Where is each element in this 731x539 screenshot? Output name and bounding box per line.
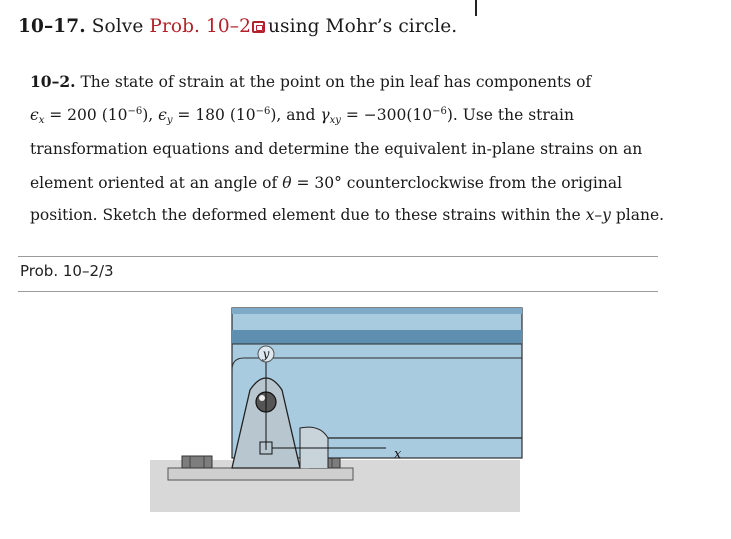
exercise-text-after: using Mohr’s circle. <box>267 16 458 37</box>
epsilon-y-symbol: ϵ <box>158 106 167 124</box>
xy-plane-label: x–y <box>585 206 611 224</box>
epsilon-y-value: = 180 (10 <box>177 106 256 124</box>
exponent: −6 <box>432 106 447 117</box>
exercise-number: 10–17. <box>18 16 86 37</box>
base-plate <box>168 468 353 480</box>
and-text: ), and <box>270 106 316 124</box>
gamma-sub: xy <box>329 115 341 126</box>
problem-number: 10–2. <box>30 72 76 91</box>
x-axis-label: x <box>394 447 402 462</box>
text-cursor <box>475 0 477 16</box>
epsilon-y-sub: y <box>166 115 173 126</box>
pin-leaf-figure <box>150 300 530 520</box>
problem-line-3: transformation equations and determine the equivalent in-plane strains on an <box>30 140 643 158</box>
exercise-title <box>18 16 457 37</box>
line2-tail: ). Use the strain <box>446 106 574 124</box>
epsilon-x-sub: x <box>38 115 45 126</box>
epsilon-x-symbol: ϵ <box>30 106 39 124</box>
exponent: −6 <box>255 106 271 117</box>
problem-line-2: $\epsilon_x = 200$ $(10^{-6})$, $\epsilon_y = 180$ $(10^{-6})$, and $\gamma_{xy} = -300(10^{-6})$. Use the strain <box>30 106 574 126</box>
pin-highlight <box>259 395 265 401</box>
exercise-text-before: Solve <box>91 16 144 37</box>
caption-rule-top <box>18 256 658 257</box>
line5-text-a: position. Sketch the deformed element due to these strains within the <box>30 206 581 224</box>
beam-dark-band <box>232 330 522 344</box>
problem-reference-link[interactable]: Prob. 10–2 <box>149 16 251 37</box>
line5-text-b: plane. <box>615 206 665 224</box>
epsilon-x-value: = 200 (10 <box>49 106 128 124</box>
problem-line-1 <box>30 72 720 91</box>
beam-top-flange <box>232 308 522 314</box>
left-bolt <box>182 456 212 468</box>
problem-line-4 <box>30 174 720 192</box>
figure-caption: Prob. 10–2/3 <box>20 262 114 280</box>
line4-text-b: = 30° counterclockwise from the original <box>296 174 623 192</box>
y-axis-label: y <box>262 347 270 361</box>
link-icon[interactable] <box>252 21 265 33</box>
caption-rule-bottom <box>18 291 658 292</box>
line4-text-a: element oriented at an angle of <box>30 174 278 192</box>
gamma-value: = −300(10 <box>345 106 433 124</box>
exponent: −6 <box>127 106 143 117</box>
theta-symbol: θ <box>282 174 292 192</box>
problem-line1-text: The state of strain at the point on the pin leaf has components of <box>80 73 592 91</box>
gamma-symbol: γ <box>320 106 330 124</box>
problem-line-5 <box>30 206 720 224</box>
